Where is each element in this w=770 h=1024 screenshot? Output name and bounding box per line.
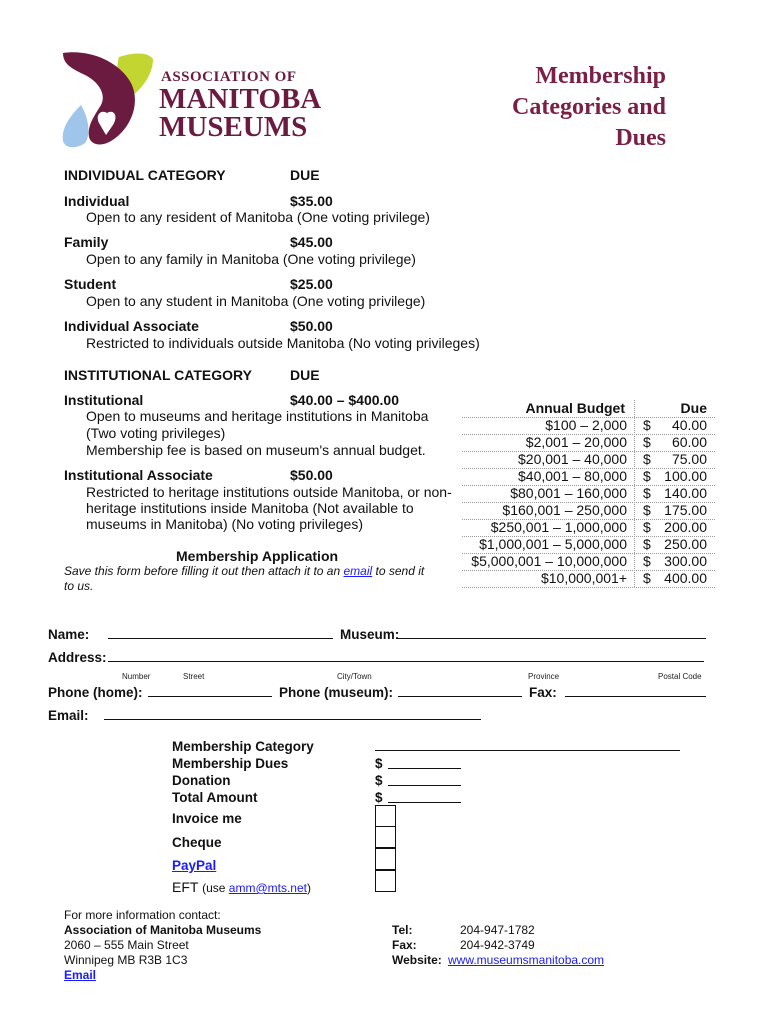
tel-value: 204-947-1782 — [460, 923, 535, 937]
contact-intro: For more information contact: — [64, 908, 221, 922]
paypal-checkbox[interactable] — [375, 848, 396, 870]
eft-use-text: (use — [202, 881, 229, 895]
logo-mark — [55, 45, 155, 150]
budget-header-label: Annual Budget — [525, 400, 625, 416]
instructions-text-2: to send it — [372, 564, 425, 578]
address-street-caption: Street — [183, 672, 205, 681]
budget-range: $2,001 – 20,000 — [525, 434, 627, 450]
total-amount-label: Total Amount — [172, 790, 258, 805]
address-city-caption: City/Town — [337, 672, 372, 681]
membership-dues-dollar: $ — [375, 756, 383, 771]
budget-due-amount: 40.00 — [671, 417, 707, 433]
donation-dollar: $ — [375, 773, 383, 788]
donation-label: Donation — [172, 773, 231, 788]
institutional-desc-2: (Two voting privileges) — [86, 425, 226, 441]
student-name: Student — [64, 276, 117, 292]
instructions-text-3: to us. — [64, 579, 94, 593]
budget-currency: $ — [643, 553, 651, 569]
budget-currency: $ — [643, 519, 651, 535]
instructions-email-link[interactable]: email — [343, 564, 373, 578]
phone-home-label: Phone (home): — [48, 685, 143, 700]
address-province-caption: Province — [528, 672, 560, 681]
eft-label: EFT — [172, 879, 199, 895]
title-line3: Dues — [615, 125, 666, 151]
institutional-due-header: DUE — [290, 367, 320, 383]
fax-label: Fax: — [529, 685, 557, 700]
institutional-price: $40.00 – $400.00 — [290, 392, 399, 408]
budget-currency: $ — [643, 451, 651, 467]
membership-dues-label: Membership Dues — [172, 756, 289, 771]
budget-range: $160,001 – 250,000 — [502, 502, 627, 518]
individual-due-header: DUE — [290, 167, 320, 183]
budget-range: $1,000,001 – 5,000,000 — [479, 536, 627, 552]
institutional-desc-1: Open to museums and heritage institutions in Manitoba — [86, 408, 429, 424]
phone-museum-label: Phone (museum): — [279, 685, 394, 700]
eft-close-paren: ) — [306, 881, 311, 895]
budget-currency: $ — [643, 468, 651, 484]
budget-table-row — [462, 502, 715, 520]
website-link[interactable]: www.museumsmanitoba.com — [448, 953, 605, 967]
fax-contact-label: Fax: — [392, 938, 417, 952]
name-label: Name: — [48, 627, 90, 642]
page-title — [416, 61, 666, 154]
institutional-name: Institutional — [64, 392, 144, 408]
eft-email-link[interactable]: amm@mts.net — [228, 881, 307, 895]
budget-table-row — [462, 536, 715, 554]
donation-field[interactable] — [388, 785, 461, 786]
email-label: Email: — [48, 708, 89, 723]
email-field[interactable] — [104, 719, 481, 720]
budget-range: $100 – 2,000 — [545, 417, 627, 433]
budget-table-row — [462, 519, 715, 537]
total-amount-dollar: $ — [375, 790, 383, 805]
individual-associate-price: $50.00 — [290, 318, 333, 334]
invoice-me-checkbox[interactable] — [375, 805, 396, 827]
budget-currency: $ — [643, 502, 651, 518]
due-header-label: Due — [680, 400, 707, 416]
contact-org: Association of Manitoba Museums — [64, 923, 262, 937]
paypal-link[interactable]: PayPal — [172, 858, 217, 873]
address-label: Address: — [48, 650, 107, 665]
budget-table-row — [462, 468, 715, 486]
phone-home-field[interactable] — [148, 696, 272, 697]
budget-currency: $ — [643, 434, 651, 450]
institutional-associate-desc-3: museums in Manitoba) (No voting privileges) — [86, 516, 363, 532]
website-label: Website: — [392, 953, 442, 967]
budget-due-amount: 250.00 — [664, 536, 707, 552]
application-title: Membership Application — [176, 548, 339, 564]
address-postal-caption: Postal Code — [658, 672, 702, 681]
invoice-me-label: Invoice me — [172, 811, 242, 826]
address-field[interactable] — [108, 661, 704, 662]
institutional-desc-3: Membership fee is based on museum's annual budget. — [86, 442, 426, 458]
phone-museum-field[interactable] — [398, 696, 522, 697]
individual-category-header: INDIVIDUAL CATEGORY — [64, 167, 226, 183]
individual-associate-desc: Restricted to individuals outside Manitoba (No voting privileges) — [86, 335, 480, 351]
logo-text-line2: MANITOBA — [159, 83, 322, 115]
budget-due-amount: 75.00 — [671, 451, 707, 467]
student-desc: Open to any student in Manitoba (One voting privilege) — [86, 293, 426, 309]
budget-due-amount: 100.00 — [664, 468, 707, 484]
budget-range: $40,001 – 80,000 — [518, 468, 627, 484]
cheque-checkbox[interactable] — [375, 826, 396, 848]
instructions-text-1: Save this form before filling it out then attach it to an — [64, 564, 344, 578]
logo — [55, 45, 335, 150]
family-name: Family — [64, 234, 109, 250]
family-desc: Open to any family in Manitoba (One voting privilege) — [86, 251, 416, 267]
individual-price: $35.00 — [290, 193, 333, 209]
budget-currency: $ — [643, 485, 651, 501]
budget-due-amount: 400.00 — [664, 570, 707, 586]
contact-email-link[interactable]: Email — [64, 968, 97, 982]
budget-currency: $ — [643, 536, 651, 552]
total-amount-field[interactable] — [388, 802, 461, 803]
budget-table-row — [462, 417, 715, 435]
institutional-associate-desc-1: Restricted to heritage institutions outside Manitoba, or non- — [86, 484, 452, 500]
budget-table-row — [462, 570, 715, 588]
contact-address-2: Winnipeg MB R3B 1C3 — [64, 953, 188, 967]
cheque-label: Cheque — [172, 835, 222, 850]
budget-table-header — [462, 400, 715, 418]
museum-label: Museum: — [340, 627, 400, 642]
budget-range: $20,001 – 40,000 — [518, 451, 627, 467]
logo-text-line3: MUSEUMS — [159, 111, 308, 143]
budget-table-row — [462, 451, 715, 469]
budget-currency: $ — [643, 417, 651, 433]
budget-currency: $ — [643, 570, 651, 586]
membership-category-label: Membership Category — [172, 739, 314, 754]
family-price: $45.00 — [290, 234, 333, 250]
fax-contact-value: 204-942-3749 — [460, 938, 535, 952]
address-number-caption: Number — [122, 672, 151, 681]
budget-table-row — [462, 485, 715, 503]
budget-table-row — [462, 553, 715, 571]
budget-table-row — [462, 434, 715, 452]
budget-due-amount: 175.00 — [664, 502, 707, 518]
budget-range: $10,000,001+ — [540, 570, 627, 586]
application-instructions — [64, 564, 454, 594]
membership-dues-field[interactable] — [388, 768, 461, 769]
logo-text-line1: ASSOCIATION OF — [161, 69, 297, 85]
contact-address-1: 2060 – 555 Main Street — [64, 938, 189, 952]
individual-name: Individual — [64, 193, 130, 209]
eft-checkbox[interactable] — [375, 870, 396, 892]
student-price: $25.00 — [290, 276, 333, 292]
budget-due-amount: 200.00 — [664, 519, 707, 535]
budget-due-amount: 140.00 — [664, 485, 707, 501]
institutional-associate-desc-2: heritage institutions inside Manitoba (Not available to — [86, 500, 414, 516]
title-line2: Categories and — [512, 94, 666, 120]
institutional-category-header: INSTITUTIONAL CATEGORY — [64, 367, 252, 383]
institutional-associate-price: $50.00 — [290, 467, 333, 483]
institutional-associate-name: Institutional Associate — [64, 467, 213, 483]
tel-label: Tel: — [392, 923, 413, 937]
name-field[interactable] — [108, 638, 333, 639]
fax-field[interactable] — [565, 696, 706, 697]
budget-range: $5,000,001 – 10,000,000 — [471, 553, 627, 569]
eft-option — [172, 879, 311, 897]
budget-due-amount: 300.00 — [664, 553, 707, 569]
membership-category-field[interactable] — [375, 750, 680, 751]
individual-associate-name: Individual Associate — [64, 318, 199, 334]
budget-range: $250,001 – 1,000,000 — [490, 519, 627, 535]
title-line1: Membership — [535, 63, 666, 89]
budget-due-amount: 60.00 — [671, 434, 707, 450]
budget-range: $80,001 – 160,000 — [510, 485, 627, 501]
museum-field[interactable] — [397, 638, 706, 639]
individual-desc: Open to any resident of Manitoba (One voting privilege) — [86, 209, 430, 225]
